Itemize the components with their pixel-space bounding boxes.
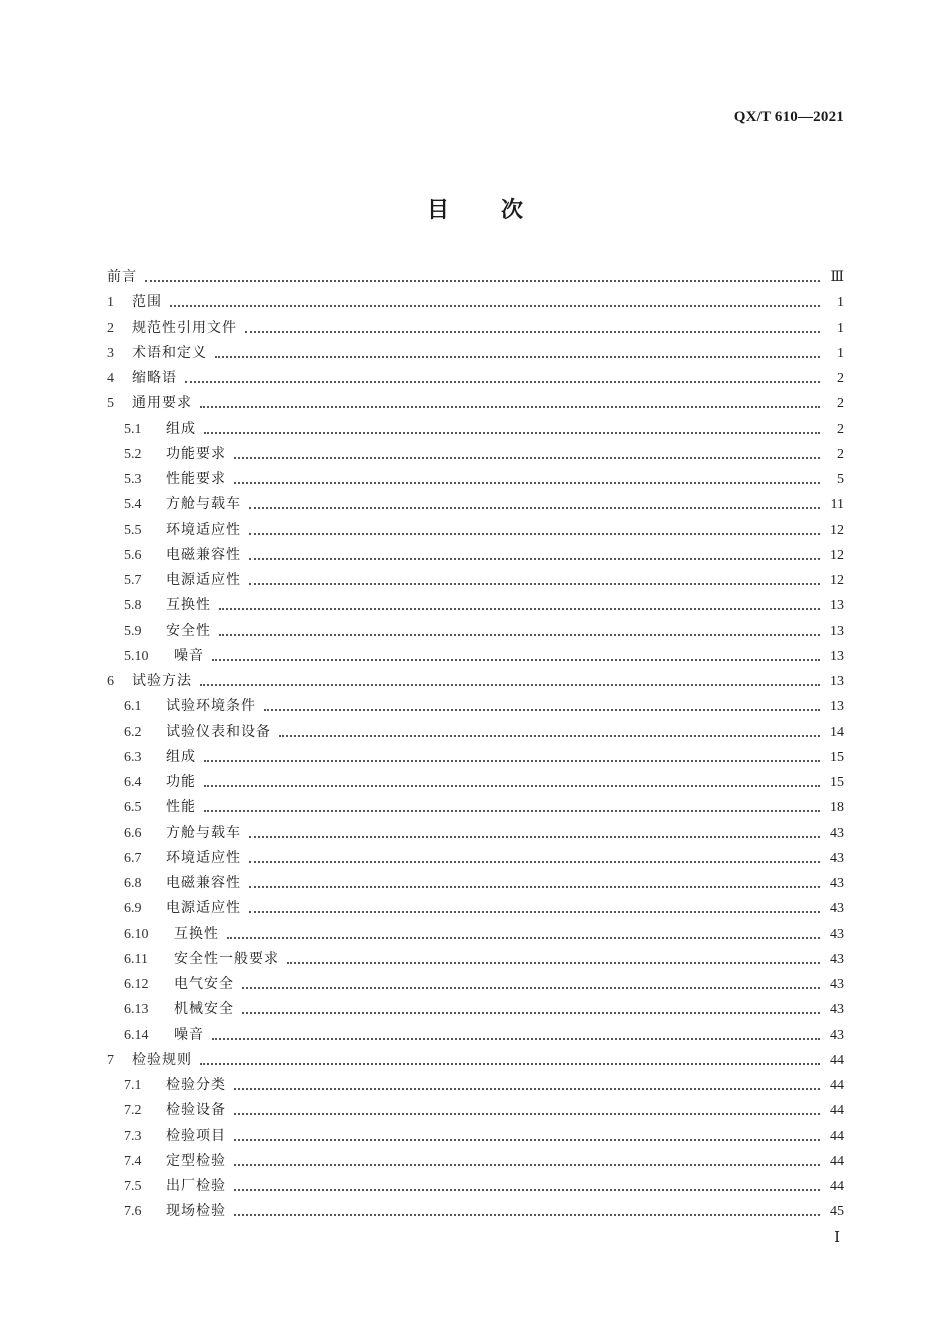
toc-entry-label: 出厂检验 [166,1178,226,1195]
toc-entry[interactable] [107,467,844,492]
toc-entry-page: 13 [830,648,844,664]
toc-entry[interactable] [107,770,844,795]
dot-leader [200,683,820,686]
dot-leader [242,1011,820,1014]
toc-entry-label: 机械安全 [174,1001,234,1018]
toc-entry-label: 检验项目 [166,1127,226,1144]
toc-entry[interactable] [107,871,844,896]
toc-entry-number: 6.2 [124,724,142,740]
toc-entry-label: 安全性一般要求 [174,950,279,967]
toc-entry-label: 通用要求 [132,395,192,412]
toc-entry[interactable] [107,316,844,341]
dot-leader [204,431,820,434]
toc-entry-page: 43 [830,977,844,993]
toc-entry[interactable] [107,593,844,618]
dot-leader [249,582,820,585]
toc-entry-page: 5 [837,472,844,488]
dot-leader [204,809,820,812]
toc-entry-number: 5.6 [124,547,142,563]
toc-entry-number: 4 [107,371,114,387]
dot-leader [242,986,820,989]
toc-entry-page: 2 [837,421,844,437]
toc-entry-label: 电气安全 [174,976,234,993]
toc-entry-label: 前言 [107,269,137,286]
dot-leader [170,304,820,307]
toc-entry-page: 13 [830,623,844,639]
toc-entry-label: 性能要求 [166,471,226,488]
toc-entry[interactable] [107,947,844,972]
dot-leader [279,734,820,737]
toc-entry-number: 6.1 [124,699,142,715]
toc-entry-label: 电源适应性 [166,900,241,917]
toc-entry-label: 组成 [166,420,196,437]
toc-entry-label: 定型检验 [166,1152,226,1169]
toc-entry-page: 43 [830,1027,844,1043]
dot-leader [249,557,820,560]
toc-entry-label: 功能要求 [166,445,226,462]
toc-entry[interactable] [107,1149,844,1174]
dot-leader [234,1138,820,1141]
toc-entry-label: 试验方法 [132,673,192,690]
toc-entry-number: 6.11 [124,951,148,967]
page-title: 目次 [426,198,575,223]
toc-entry-number: 7.6 [124,1204,142,1220]
toc-entry-number: 6.14 [124,1027,149,1043]
dot-leader [145,279,820,282]
toc-entry-number: 7.1 [124,1078,142,1094]
toc-entry[interactable] [107,1174,844,1199]
toc-entry[interactable] [107,644,844,669]
toc-entry-label: 方舱与载车 [166,824,241,841]
toc-entry-page: 15 [830,775,844,791]
toc-entry-page: 43 [830,850,844,866]
toc-entry-label: 方舱与载车 [166,496,241,513]
toc-entry-number: 7.3 [124,1128,142,1144]
toc-entry[interactable] [107,265,844,290]
dot-leader [219,633,820,636]
toc-entry-number: 2 [107,320,114,336]
toc-entry[interactable] [107,417,844,442]
dot-leader [264,708,820,711]
toc-entry[interactable] [107,1124,844,1149]
toc-entry-label: 安全性 [166,622,211,639]
toc-entry[interactable] [107,1199,844,1224]
toc-entry[interactable] [107,366,844,391]
toc-entry-label: 互换性 [174,925,219,942]
toc-entry-number: 5.1 [124,421,142,437]
dot-leader [204,759,820,762]
toc-entry[interactable] [107,972,844,997]
toc-entry-page: 2 [837,396,844,412]
toc-entry[interactable] [107,1023,844,1048]
toc-entry-page: 43 [830,926,844,942]
dot-leader [200,405,820,408]
toc-entry-label: 噪音 [174,647,204,664]
toc-entry-label: 功能 [166,774,196,791]
toc-entry-page: 18 [830,800,844,816]
toc-entry-page: 13 [830,699,844,715]
toc-entry-label: 噪音 [174,1026,204,1043]
toc-entry-page: 1 [837,320,844,336]
toc-entry-number: 6.4 [124,775,142,791]
toc-entry-label: 电源适应性 [166,572,241,589]
dot-leader [249,860,820,863]
toc-entry-label: 性能 [166,799,196,816]
toc-entry-page: 44 [830,1179,844,1195]
toc-entry-page: 44 [830,1103,844,1119]
toc-entry[interactable] [107,492,844,517]
toc-entry-number: 5.7 [124,573,142,589]
page-number: Ⅰ [834,1230,840,1246]
toc-entry-label: 缩略语 [132,370,177,387]
toc-entry-number: 5.2 [124,446,142,462]
toc-entry-label: 现场检验 [166,1203,226,1220]
dot-leader [185,380,820,383]
dot-leader [200,1062,820,1065]
toc-entry[interactable] [107,846,844,871]
dot-leader [227,936,820,939]
toc-entry-page: 43 [830,825,844,841]
dot-leader [234,1188,820,1191]
toc-entry-number: 1 [107,295,114,311]
toc-entry[interactable] [107,1048,844,1073]
toc-entry-label: 检验规则 [132,1051,192,1068]
dot-leader [234,1087,820,1090]
toc-entry-number: 6.3 [124,749,142,765]
toc-entry-number: 5 [107,396,114,412]
toc-entry[interactable] [107,720,844,745]
toc-entry-page: 44 [830,1078,844,1094]
toc-entry-label: 电磁兼容性 [166,875,241,892]
toc-entry-page: 43 [830,951,844,967]
toc-entry-number: 6.13 [124,1002,149,1018]
toc-entry-label: 组成 [166,748,196,765]
toc-entry[interactable] [107,442,844,467]
toc-entry-page: 43 [830,901,844,917]
toc-entry-number: 3 [107,345,114,361]
toc-entry-page: 14 [830,724,844,740]
toc-entry-number: 6.10 [124,926,149,942]
dot-leader [249,835,820,838]
toc-entry-number: 7 [107,1052,114,1068]
toc-entry-label: 试验环境条件 [166,698,256,715]
toc-entry-page: 1 [837,345,844,361]
dot-leader [234,1112,820,1115]
toc-entry-number: 6.9 [124,901,142,917]
toc-entry[interactable] [107,1098,844,1123]
toc-entry[interactable] [107,518,844,543]
dot-leader [212,658,820,661]
toc-entry[interactable] [107,795,844,820]
toc-entry[interactable] [107,745,844,770]
toc-entry[interactable] [107,543,844,568]
table-of-contents [107,265,844,1225]
toc-entry[interactable] [107,619,844,644]
toc-entry-number: 5.10 [124,648,149,664]
toc-entry-label: 规范性引用文件 [132,319,237,336]
toc-entry-page: 44 [830,1052,844,1068]
toc-entry-page: 43 [830,1002,844,1018]
toc-entry-number: 7.5 [124,1179,142,1195]
toc-entry[interactable] [107,669,844,694]
toc-entry[interactable] [107,568,844,593]
toc-entry-page: 12 [830,522,844,538]
toc-entry-page: 13 [830,598,844,614]
toc-entry-number: 6.7 [124,850,142,866]
toc-entry-number: 5.3 [124,472,142,488]
toc-entry[interactable] [107,391,844,416]
toc-entry-page: 15 [830,749,844,765]
toc-entry[interactable] [107,997,844,1022]
toc-entry[interactable] [107,1073,844,1098]
toc-entry-page: 44 [830,1153,844,1169]
toc-entry-page: 12 [830,573,844,589]
standard-code: QX/T 610—2021 [733,109,844,125]
toc-entry[interactable] [107,821,844,846]
dot-leader [245,330,820,333]
toc-entry-number: 5.4 [124,497,142,513]
toc-entry-label: 检验分类 [166,1077,226,1094]
toc-entry-label: 范围 [132,294,162,311]
dot-leader [287,961,820,964]
toc-entry[interactable] [107,922,844,947]
toc-entry[interactable] [107,290,844,315]
toc-entry-page: 43 [830,876,844,892]
toc-entry[interactable] [107,694,844,719]
dot-leader [234,456,820,459]
toc-entry-page: 13 [830,674,844,690]
toc-entry-page: 12 [830,547,844,563]
dot-leader [249,910,820,913]
toc-entry-number: 6 [107,674,114,690]
toc-entry-number: 7.4 [124,1153,142,1169]
dot-leader [234,1163,820,1166]
toc-entry-label: 检验设备 [166,1102,226,1119]
toc-entry-number: 5.5 [124,522,142,538]
toc-entry-page: 2 [837,371,844,387]
toc-entry-page: 1 [837,295,844,311]
toc-entry-label: 环境适应性 [166,849,241,866]
toc-entry-number: 7.2 [124,1103,142,1119]
toc-entry-number: 6.6 [124,825,142,841]
dot-leader [234,1213,820,1216]
dot-leader [234,481,820,484]
toc-entry-page: 2 [837,446,844,462]
toc-entry-number: 5.8 [124,598,142,614]
toc-entry-page: Ⅲ [830,270,844,286]
toc-entry-page: 11 [830,497,844,513]
toc-entry-label: 互换性 [166,597,211,614]
dot-leader [249,506,820,509]
toc-entry-number: 5.9 [124,623,142,639]
toc-entry-number: 6.5 [124,800,142,816]
toc-entry-label: 术语和定义 [132,344,207,361]
toc-entry-label: 电磁兼容性 [166,546,241,563]
dot-leader [219,607,820,610]
toc-entry[interactable] [107,896,844,921]
dot-leader [249,885,820,888]
dot-leader [249,532,820,535]
dot-leader [215,355,820,358]
toc-entry[interactable] [107,341,844,366]
toc-entry-number: 6.8 [124,876,142,892]
toc-entry-page: 44 [830,1128,844,1144]
dot-leader [204,784,820,787]
toc-entry-number: 6.12 [124,977,149,993]
toc-entry-label: 试验仪表和设备 [166,723,271,740]
toc-entry-page: 45 [830,1204,844,1220]
toc-entry-label: 环境适应性 [166,521,241,538]
dot-leader [212,1037,820,1040]
